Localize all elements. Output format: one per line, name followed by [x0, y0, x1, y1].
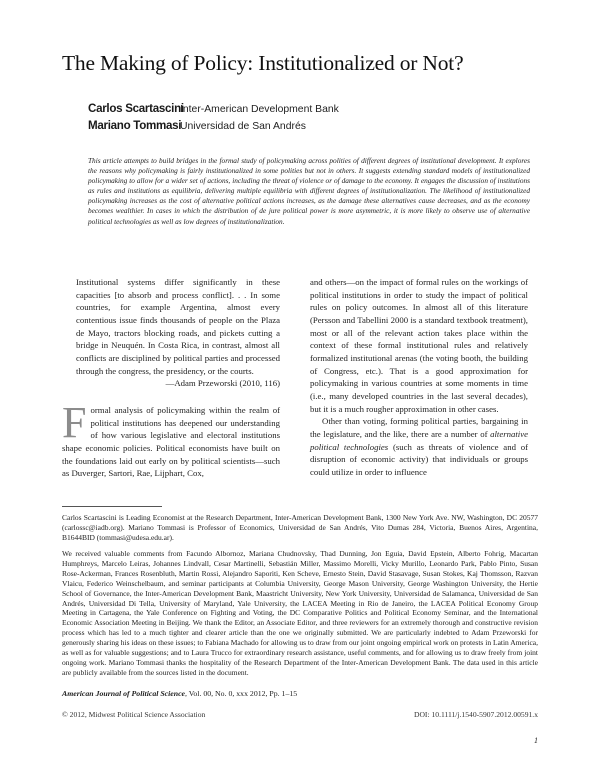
- copyright-notice: © 2012, Midwest Political Science Association: [62, 710, 206, 719]
- author-name: Mariano Tommasi: [88, 119, 182, 132]
- page-number: 1: [534, 736, 538, 745]
- author-row: [88, 99, 508, 116]
- paragraph-text: Other than voting, forming political parties, bargaining in the legislature, and the like, there are a number of: [310, 416, 528, 439]
- acknowledgments-footnote: We received valuable comments from Facundo Albornoz, Mariana Chudnovsky, Thad Dunning, Jon Eguia, David Epstein, Alberto Fohrig, Macartan Humphreys, Marcelo Leiras, Johannes Lindvall, Cesar Martinelli, Sebastián Miller, Massimo Morelli, Vicky Murillo, Leonardo Park, Pablo Pinto, Susan Rose-Ackerman, Frances Rosenbluth, Martin Rossi, Alejandro Saporiti, Ken Scheve, Ernesto Stein, David Stasavage, Susan Stokes, Kaj Thomsson, Razvan Vlaicu, Federico Weinschelbaum, and seminar participants at Columbia University, George Mason University, George Washington University, the Hertie School of Governance, the Inter-American Development Bank, Maastricht University, New York University, Universidad de Salamanca, Universidad de San Andrés, Universidad Di Tella, University of Maryland, Yale University, the LACEA Meeting in Rio de Janeiro, the LACEA Political Economy Group Meeting in Cartagena, the Yale Conference on Fighting and Voting, the DC Comparative Politics and Political Economy Seminar, and the International Economic Association Meeting in Beijing. We thank the Editor, an Associate Editor, and three reviewers for an extremely thorough and constructive revision process which has led to a much tighter and clearer article than the one we originally submitted. We are particularly indebted to Adam Przeworski for generously sharing his ideas on these issues; to Fabiana Machado for allowing us to draw from our joint ongoing empirical work on protests in Latin America, as well as for valuable suggestions; and to Laura Trucco for extraordinary research assistance, useful comments, and for allowing us to draw freely from joint ongoing work. Mariano Tommasi thanks the hospitality of the Research Department of the Inter-American Development Bank. The data used in this article are publicly available from the sources listed in the document.: [62, 549, 538, 677]
- author-row: [88, 116, 508, 133]
- left-column: [62, 276, 280, 480]
- drop-cap: F: [62, 397, 87, 447]
- right-column: [310, 276, 528, 479]
- doi: DOI: 10.1111/j.1540-5907.2012.00591.x: [413, 710, 538, 719]
- epigraph-attribution: —Adam Przeworski (2010, 116): [165, 378, 280, 389]
- intro-text: ormal analysis of policymaking within the realm of political institutions has deepened our understanding of how various legislative and electoral institutions shape economic policies. Political economists have built on the foundations laid out early on by political scientists—such as Duverger, Sartori, Rae, Lijphart, Cox,: [62, 404, 280, 479]
- paragraph-text: (such as threats of violence and of disruption of economic activity) that individuals or groups could utilize in order to influence: [310, 441, 529, 477]
- intro-paragraph: [62, 397, 280, 480]
- abstract: This article attempts to build bridges in the formal study of policymaking across polities of different degrees of institutional development. It explores the reasons why policymaking is fairly institutionalized in some polities but not in others. It suggests extending standard models of institutionalized policymaking to allow for a wider set of actions, including the threat of violence or of damage to the economy. It engages the discussion of institutions as rules and institutions as equilibria, delivering multiple equilibria with different degrees of institutionalization. The likelihood of institutionalized policymaking increases as the cost of alternative political actions increases, as the damage these alternatives cause decreases, and as the economy becomes wealthier. In cases in which the distribution of de jure political power is more asymmetric, it is more likely to observe use of alternative political technologies as well as low degrees of institutionalization.: [88, 156, 530, 226]
- emphasis-text: alternative political technologies: [310, 428, 528, 452]
- journal-citation: [62, 689, 297, 698]
- epigraph: [76, 276, 280, 390]
- author-affiliation: Inter-American Development Bank: [180, 104, 339, 115]
- author-name: Carlos Scartascini: [88, 102, 184, 115]
- author-block: [88, 99, 508, 133]
- author-footnote: Carlos Scartascini is Leading Economist at the Research Department, Inter-American Development Bank, 1300 New York Ave. NW, Washington, DC 20577 (carlossc@iadb.org). Mariano Tommasi is Professor of Economics, Universidad de San Andrés, Vito Dumas 284, Victoria, Buenos Aires, Argentina, B1644BID (tommasi@udesa.edu.ar).: [62, 513, 538, 542]
- article-title: The Making of Policy: Institutionalized or Not?: [62, 51, 464, 75]
- journal-name: American Journal of Political Science: [62, 689, 186, 698]
- epigraph-text: Institutional systems differ significantly in these capacities [to absorb and process conflict]. . . In some countries, for example Argentina, almost every contentious issue finds thousands of people on the Plaza de Mayo, tractors blocking roads, and pickets cutting a bridge in Neuquén. In Costa Rica, in contrast, almost all conflicts are disciplined by political parties and processed through the congress, the presidency, or the courts.: [76, 277, 280, 376]
- journal-details: , Vol. 00, No. 0, xxx 2012, Pp. 1–15: [185, 689, 298, 698]
- footnote-divider: [62, 506, 162, 507]
- author-affiliation: Universidad de San Andrés: [180, 121, 306, 132]
- paragraph: and others—on the impact of formal rules on the workings of political institutions in order to study the impact of political rules on policy outcomes. In almost all of this literature (Persson and Tabellini 2000 is a standard textbook treatment), most or all of the relevant action takes place within the context of these formal institutional rules and relatively formalized institutional arenas (the voting booth, the building of Congress, etc.). That is a good approximation for policymaking in various countries at some moments in time (i.e., many developed countries in the last several decades), but it is a much rougher approximation in other cases.: [310, 277, 528, 414]
- paragraph: [310, 415, 528, 478]
